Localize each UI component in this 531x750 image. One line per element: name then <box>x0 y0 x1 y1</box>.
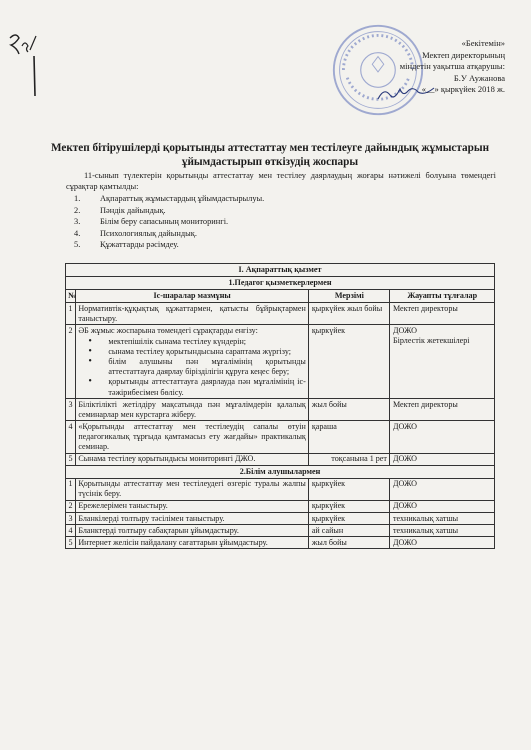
row-responsible: Мектеп директоры <box>390 399 495 421</box>
approval-signer-name: Б.У Аужанова <box>453 72 505 83</box>
row-term: қыркүйек <box>309 513 390 525</box>
list-item-text: Пәндік дайындық. <box>100 205 166 215</box>
list-item-number: 5. <box>74 240 81 250</box>
row-activity-cell <box>75 325 309 399</box>
subsection-title: 1.Педагог қызметкерлермен <box>66 277 495 290</box>
row-activity: Интернет желісін пайдалану сағаттарын ұйымдастыру. <box>75 537 309 549</box>
row-activity: Нормативтік-құқықтық құжаттармен, қатысты бұйрықтармен таныстыру. <box>75 303 309 325</box>
row-activity: Бланктерді толтыру сабақтарын ұйымдастыру. <box>75 525 309 537</box>
row-term: қараша <box>309 421 390 453</box>
list-item <box>66 228 486 240</box>
row-responsible: техникалық хатшы <box>390 513 495 525</box>
list-item <box>66 216 486 228</box>
row-activity: «Қорытынды аттестаттау мен тестілеудің сапалы өтуін педагогикалық тұрғыда қамтамасыз ету жағдайы» практикалық семинар. <box>75 421 309 453</box>
row-term: қыркүйек <box>309 478 390 500</box>
row-number: 4 <box>66 421 76 453</box>
list-item-number: 1. <box>74 194 81 203</box>
row-number: 2 <box>66 325 76 399</box>
table-row <box>66 513 495 525</box>
handwritten-signature <box>376 85 436 103</box>
row-number: 3 <box>66 399 76 421</box>
row-number: 3 <box>66 513 76 525</box>
table-subsection-row <box>66 277 495 290</box>
row-activity: Бланкілерді толтыру тәсілімен таныстыру. <box>75 513 309 525</box>
list-item-text: Құжаттарды рәсімдеу. <box>100 240 179 250</box>
table-row <box>66 537 495 549</box>
row-number: 1 <box>66 303 76 325</box>
list-item-number: 2. <box>74 205 81 215</box>
row-responsible: ДОЖО <box>390 500 495 512</box>
bullet-item: • қорытынды аттестаттауға даярлауда пән мұғалімінің іс-тәжірибесімен бөлісу. <box>108 377 306 397</box>
section-title: I. Ақпараттық қызмет <box>66 264 495 277</box>
column-header-activity: Іс-шаралар мазмұны <box>75 290 309 303</box>
document-title: Мектеп бітірушілерді қорытынды аттестаттау мен тестілеуге дайындық жұмыстарын ұйымдастырып өткізудің жоспары <box>50 142 490 168</box>
approval-title: «Бекітемін» <box>461 38 505 48</box>
table-row <box>66 500 495 512</box>
row-responsible: ДОЖО <box>390 478 495 500</box>
list-item <box>66 239 486 251</box>
table-row <box>66 421 495 453</box>
activity-bullet-list <box>78 337 306 398</box>
row-responsible: ДОЖО <box>390 537 495 549</box>
row-term: жыл бойы <box>309 537 390 549</box>
table-row <box>66 453 495 465</box>
table-row <box>66 478 495 500</box>
row-number: 1 <box>66 478 76 500</box>
table-row <box>66 525 495 537</box>
table-header-row <box>66 290 495 303</box>
approval-date: «__» қыркүйек 2018 ж. <box>421 84 505 94</box>
row-responsible: ДОЖО <box>392 325 418 335</box>
table-row <box>66 303 495 325</box>
table-section-row <box>66 264 495 277</box>
row-responsible: ДОЖО <box>390 421 495 453</box>
row-activity: Сынама тестілеу қорытындысы мониторингі ДЖО. <box>75 453 309 465</box>
row-activity: ӘБ жұмыс жоспарына төмендегі сұрақтарды енгізу: <box>78 325 258 335</box>
row-number: 5 <box>66 537 76 549</box>
table-row <box>66 325 495 399</box>
row-term: жыл бойы <box>309 399 390 421</box>
column-header-responsible: Жауапты тұлғалар <box>390 290 495 303</box>
bullet-item: • сынама тестілеу қорытындысына сараптама жүргізу; <box>108 347 306 357</box>
list-item-number: 4. <box>74 228 81 238</box>
column-header-term: Мерзімі <box>309 290 390 303</box>
table-subsection-row <box>66 465 495 478</box>
row-number: 2 <box>66 500 76 512</box>
list-item-text: Ақпараттық жұмыстардың ұйымдастырылуы. <box>100 194 265 203</box>
column-header-number: № <box>66 290 76 303</box>
list-item-text: Психологиялық дайындық. <box>100 228 197 238</box>
handwritten-margin-note <box>4 20 44 100</box>
approval-position-line2: міндетін уақытша атқарушы: <box>399 61 505 71</box>
intro-paragraph: 11-сынып түлектерін қорытынды аттестаттау мен тестілеу даярлаудың жоғары нәтижелі болуына төмендегі сұрақтар қамтылды: <box>66 171 496 191</box>
bullet-item: • білім алушыны пән мұғалімінің қорытынды аттестаттауға даярлау бірізділігін құруға кеңес беру; <box>108 357 306 377</box>
row-responsible-cell <box>390 325 495 399</box>
row-responsible-secondary: Бірлестік жетекшілері <box>392 336 470 346</box>
approval-position-line1: Мектеп директорының <box>422 49 505 60</box>
row-activity: Ережелерімен таныстыру. <box>75 500 309 512</box>
topics-list <box>66 193 486 251</box>
row-responsible: Мектеп директоры <box>390 303 495 325</box>
row-responsible: ДОЖО <box>390 453 495 465</box>
subsection-title: 2.Білім алушылармен <box>66 465 495 478</box>
row-term: қыркүйек <box>309 500 390 512</box>
row-number: 4 <box>66 525 76 537</box>
list-item <box>66 193 486 205</box>
row-activity: Қорытынды аттестаттау мен тестілеудегі өзгеріс туралы жалпы түсінік беру. <box>75 478 309 500</box>
list-item <box>66 205 486 217</box>
row-number: 5 <box>66 453 76 465</box>
list-item-text: Білім беру сапасының мониторингі. <box>100 217 229 227</box>
row-activity: Біліктілікті жетілдіру мақсатында пән мұғалімдерін қалалық семинарлар мен курстарға жіберу. <box>75 399 309 421</box>
bullet-item: • мектепішілік сынама тестілеу күндерін; <box>108 337 306 347</box>
row-term: қыркүйек жыл бойы <box>309 303 390 325</box>
row-term: ай сайын <box>309 525 390 537</box>
row-term: қыркүйек <box>309 325 390 399</box>
row-responsible: техникалық хатшы <box>390 525 495 537</box>
plan-table <box>65 263 495 549</box>
list-item-number: 3. <box>74 217 81 227</box>
table-row <box>66 399 495 421</box>
row-term: тоқсанына 1 рет <box>309 453 390 465</box>
